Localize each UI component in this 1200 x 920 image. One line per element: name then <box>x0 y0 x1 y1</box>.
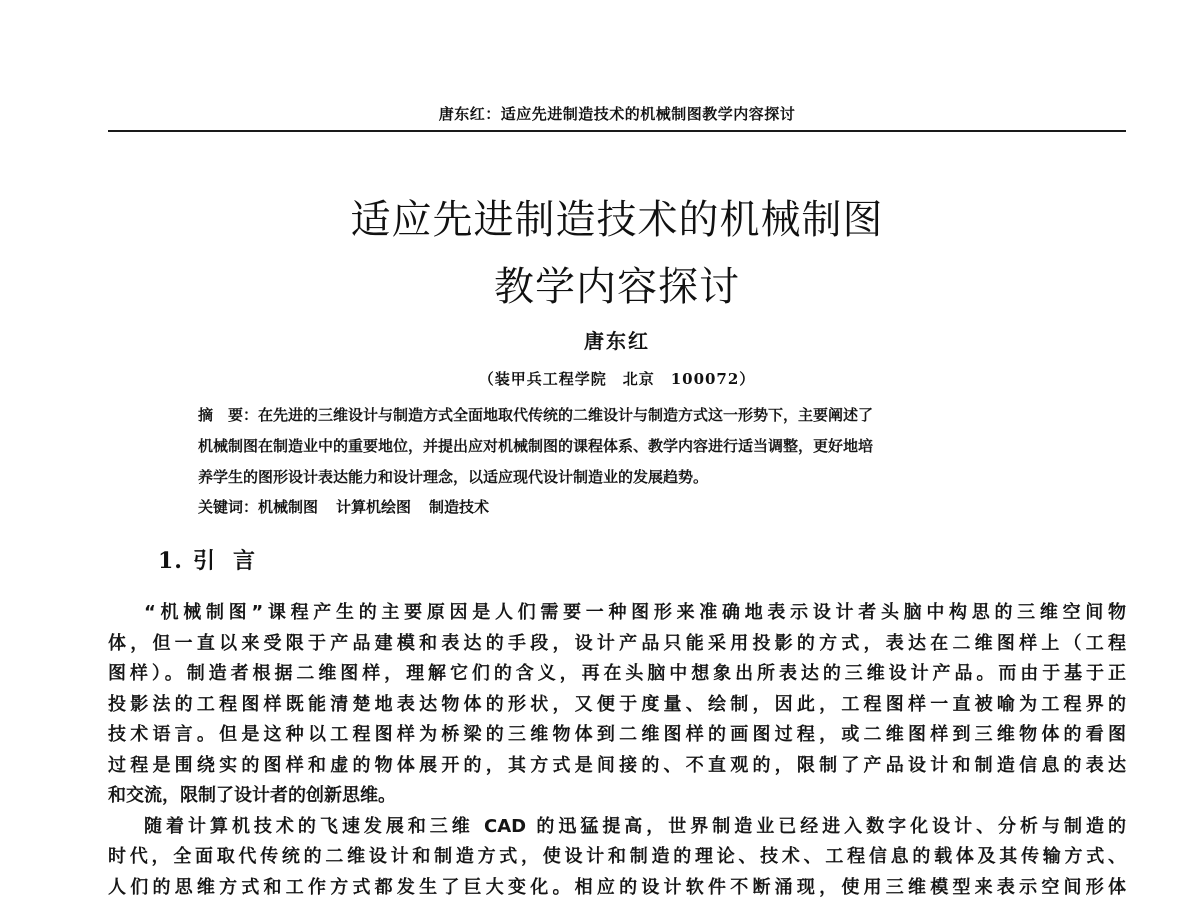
section-heading <box>158 544 273 575</box>
section-number: 1. <box>158 548 183 574</box>
abstract <box>198 400 1058 493</box>
abstract-line: 机械制图在制造业中的重要地位，并提出应对机械制图的课程体系、教学内容进行适当调整，更好地培 <box>198 437 874 455</box>
paragraph-line: “机械制图”课程产生的主要原因是人们需要一种图形来准确地表示设计者头脑中构思的三维空间物 <box>144 602 1126 623</box>
running-head: 唐东红：适应先进制造技术的机械制图教学内容探讨 <box>438 105 796 123</box>
paper-title-line-2: 教学内容探讨 <box>494 264 740 310</box>
paper-title-line-1: 适应先进制造技术的机械制图 <box>350 197 884 243</box>
section-title: 引言 <box>192 549 273 574</box>
author-affiliation: （装甲兵工程学院 北京 100072） <box>478 370 756 388</box>
abstract-text: 在先进的三维设计与制造方式全面地取代传统的二维设计与制造方式这一形势下，主要阐述了 <box>258 406 874 424</box>
paragraph-line: 投影法的工程图样既能清楚地表达物体的形状，又便于度量、绘制，因此，工程图样一直被喻为工程界的 <box>108 693 1126 715</box>
author-name: 唐东红 <box>584 329 650 353</box>
paragraph-line: 体，但一直以来受限于产品建模和表达的手段，设计产品只能采用投影的方式，表达在二维图样上（工程 <box>108 632 1126 654</box>
keyword: 计算机绘图 <box>336 498 412 516</box>
paragraph-line: 过程是围绕实的图样和虚的物体展开的，其方式是间接的、不直观的，限制了产品设计和制造信息的表达 <box>108 754 1126 776</box>
paragraph-line: 技术语言。但是这种以工程图样为桥梁的三维物体到二维图样的画图过程，或二维图样到三维物体的看图 <box>108 724 1126 745</box>
paragraph-line: 图样）。制造者根据二维图样，理解它们的含义，再在头脑中想象出所表达的三维设计产品。而由于基于正 <box>108 663 1126 684</box>
paragraph-line: 随着计算机技术的飞速发展和三维 CAD 的迅猛提高，世界制造业已经进入数字化设计、分析与制造的 <box>144 815 1126 837</box>
abstract-line <box>198 400 1058 431</box>
keyword: 机械制图 <box>258 498 319 516</box>
abstract-line: 养学生的图形设计表达能力和设计理念，以适应现代设计制造业的发展趋势。 <box>198 468 709 486</box>
keyword: 制造技术 <box>429 498 490 516</box>
keywords <box>198 496 507 517</box>
paragraph-line: 和交流，限制了设计者的创新思维。 <box>108 785 396 806</box>
paragraph-line: 人们的思维方式和工作方式都发生了巨大变化。相应的设计软件不断涌现，使用三维模型来表示空间形体 <box>108 876 1126 898</box>
abstract-label: 摘 要： <box>198 406 259 424</box>
header-rule <box>108 130 1126 132</box>
body-text <box>108 598 1126 903</box>
keywords-label: 关键词： <box>198 498 259 516</box>
paragraph-line: 时代，全面取代传统的二维设计和制造方式，使设计和制造的理论、技术、工程信息的载体及其传输方式、 <box>108 846 1126 867</box>
